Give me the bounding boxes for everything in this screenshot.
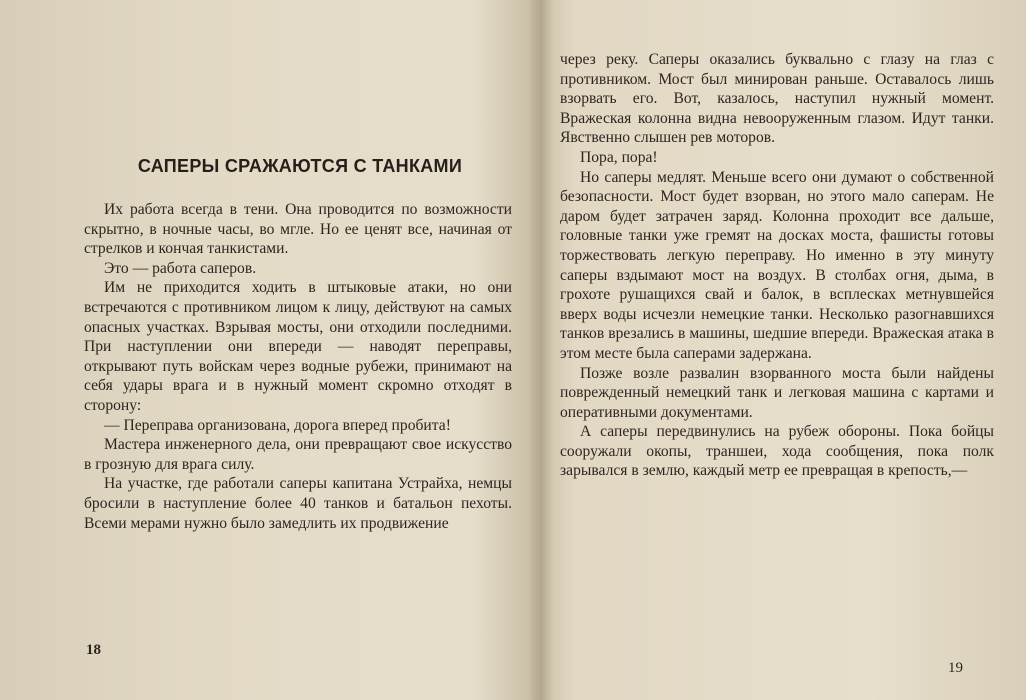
paragraph: Мастера инженерного дела, они превращают свое искусство в грозную для врага силу. <box>84 436 512 473</box>
paragraph: через реку. Саперы оказались буквально с глазу на глаз с противником. Мост был минирован раньше. Оставалось лишь взорвать его. Вот, казалось, наступил нужный момент. Вражеская колонна видна невооруженным глазом. Идут танки. Явственно слышен рев моторов. <box>560 51 994 147</box>
right-page-text <box>560 50 994 481</box>
page-number-right: 19 <box>948 660 963 676</box>
book-gutter <box>528 0 554 700</box>
paragraph: Но саперы медлят. Меньше всего они думают о собственной безопасности. Мост будет взорван, но этого мало саперам. Не даром будет затрачен заряд. Колонна проходит все дальше, головные танки уже гремят на досках моста, фашисты готовы торжествовать легкую переправу. Но именно в эту минуту саперы вздымают мост на воздух. В столбах огня, дыма, в грохоте рушащихся свай и балок, в всплесках метнувшейся вверх воды исчезли немецкие танки. Несколько разогнавшихся танков врезались в машины, шедшие впереди. Вражеская атака в этом месте была саперами задержана. <box>560 168 994 362</box>
paragraph: — Переправа организована, дорога вперед пробита! <box>104 416 451 434</box>
page-number-left: 18 <box>86 642 101 658</box>
paragraph: Пора, пора! <box>580 148 658 166</box>
chapter-title: САПЕРЫ СРАЖАЮТСЯ С ТАНКАМИ <box>137 156 463 176</box>
paragraph: А саперы передвинулись на рубеж обороны. Пока бойцы сооружали окопы, траншеи, хода сообщения, пока полк зарывался в землю, каждый метр ее превращая в крепость,— <box>560 423 994 480</box>
paragraph: Им не приходится ходить в штыковые атаки, но они встречаются с противником лицом к лицу, действуют на самых опасных участках. Взрывая мосты, они отходили последними. При наступлении они впереди — наводят переправы, открывают путь войскам через водные рубежи, принимают на себя удары врага и в нужный момент скромно отходят в сторону: <box>84 279 512 414</box>
left-page-text <box>84 200 512 533</box>
paragraph: Это — работа саперов. <box>104 259 257 277</box>
right-page <box>554 0 1026 700</box>
paragraph: Их работа всегда в тени. Она проводится по возможности скрытно, в ночные часы, во мгле. Но ее ценят все, начиная от стрелков и кончая танкистами. <box>84 201 512 258</box>
paragraph: На участке, где работали саперы капитана Устрайха, немцы бросили в наступление более 40 танков и батальон пехоты. Всеми мерами нужно было замедлить их продвижение <box>84 475 512 532</box>
paragraph: Позже возле развалин взорванного моста были найдены поврежденный немецкий танк и легковая машина с картами и оперативными документами. <box>560 364 994 421</box>
